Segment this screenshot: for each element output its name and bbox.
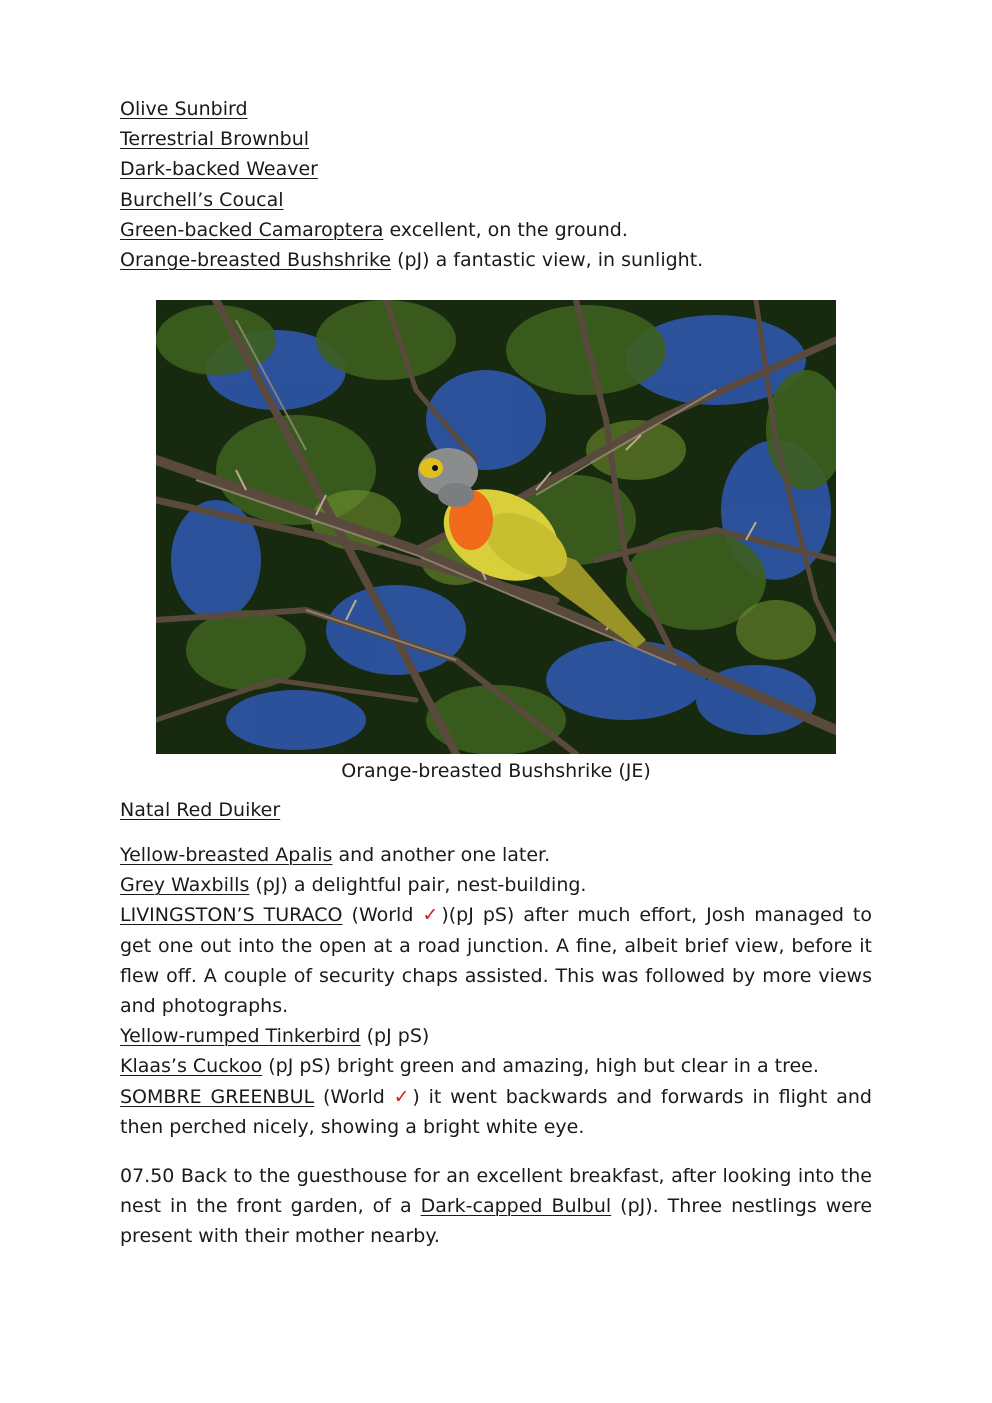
- species-name: Burchell’s Coucal: [120, 188, 284, 211]
- check-icon: ✓: [422, 904, 442, 927]
- species-note: (pJ) a fantastic view, in sunlight.: [391, 249, 704, 272]
- bird-photo: [156, 300, 836, 754]
- species-name: SOMBRE GREENBUL: [120, 1085, 315, 1108]
- bushshrike-photo-illustration: [156, 300, 836, 754]
- list-item: [120, 215, 872, 245]
- species-note: )(pJ pS) after much effort, Josh managed to get one out into the open at a road junction. A fine, albeit brief view, before it flew off. A couple of security chaps assisted. This was followed by more views and photographs.: [120, 904, 873, 1018]
- list-item: [120, 245, 872, 275]
- species-note: (pJ pS): [360, 1025, 430, 1048]
- list-item: [120, 870, 872, 900]
- species-note: (pJ pS) bright green and amazing, high but clear in a tree.: [262, 1055, 819, 1078]
- list-item: [120, 1021, 872, 1051]
- species-name: Dark-backed Weaver: [120, 158, 318, 181]
- species-note: (World: [314, 1085, 394, 1108]
- paragraph-text: (pJ). Three nestlings were present with their mother nearby.: [120, 1195, 873, 1248]
- paragraph-text: 07.50 Back to the guesthouse for an excellent breakfast, after looking into the nest in the front garden, of a: [120, 1165, 872, 1218]
- list-item: [120, 94, 872, 124]
- list-item: [120, 124, 872, 154]
- species-name: LIVINGSTON’S TURACO: [120, 904, 343, 927]
- list-item: [120, 1051, 872, 1081]
- top-species-list: [120, 94, 872, 275]
- species-note: (pJ) a delightful pair, nest-building.: [249, 874, 587, 897]
- list-item: [120, 154, 872, 184]
- species-note: excellent, on the ground.: [383, 218, 628, 241]
- mammal-entry: [120, 795, 872, 825]
- species-name: Klaas’s Cuckoo: [120, 1055, 263, 1078]
- species-note: and another one later.: [332, 844, 551, 866]
- species-name: Olive Sunbird: [120, 98, 248, 120]
- species-entries: [120, 840, 872, 1142]
- species-name: Dark-capped Bulbul: [420, 1195, 612, 1218]
- species-name: Green-backed Camaroptera: [120, 218, 384, 241]
- species-name: Yellow-breasted Apalis: [120, 844, 333, 866]
- species-name: Natal Red Duiker: [120, 799, 281, 821]
- photo-caption: Orange-breasted Bushshrike (JE): [341, 760, 651, 782]
- species-note: ) it went backwards and forwards in flight and then perched nicely, showing a bright white eye.: [120, 1085, 872, 1138]
- species-name: Grey Waxbills: [120, 874, 250, 897]
- list-item: [120, 185, 872, 215]
- species-name: Orange-breasted Bushshrike: [120, 249, 392, 272]
- check-icon: ✓: [393, 1085, 413, 1108]
- species-name: Yellow-rumped Tinkerbird: [120, 1025, 361, 1048]
- breakfast-paragraph: [120, 1161, 872, 1252]
- list-item: [120, 1082, 872, 1142]
- species-name: Terrestrial Brownbul: [120, 128, 310, 151]
- species-note: (World: [342, 904, 423, 927]
- list-item: [120, 840, 872, 870]
- list-item: [120, 900, 872, 1021]
